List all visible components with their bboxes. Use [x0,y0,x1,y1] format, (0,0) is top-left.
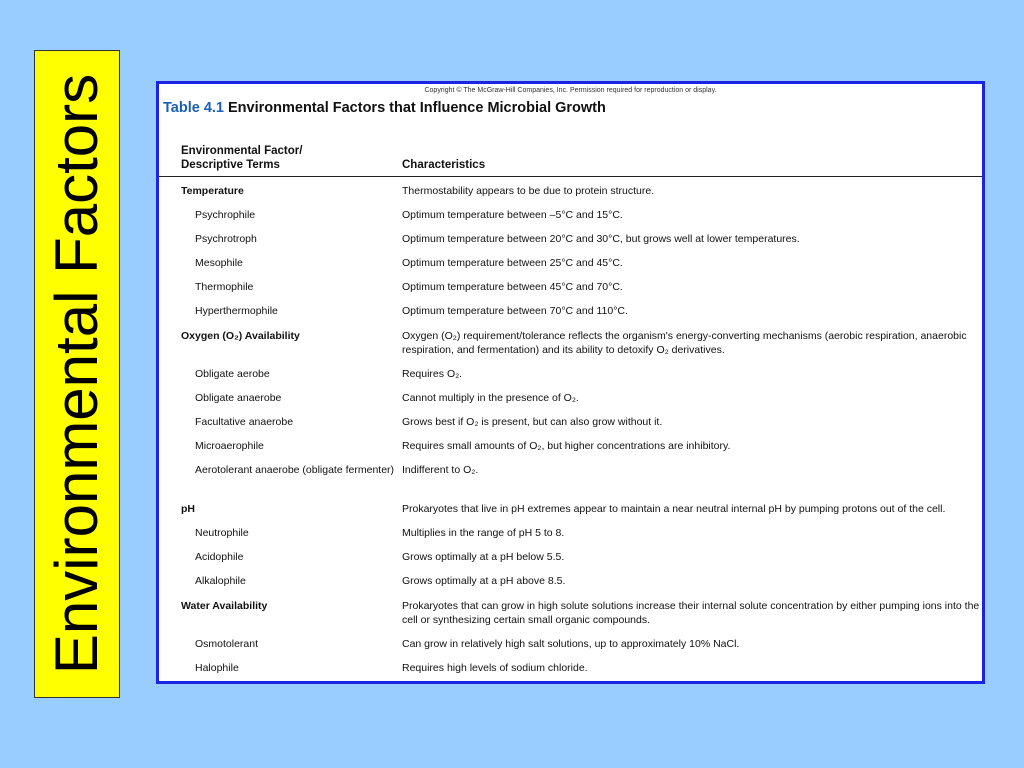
characteristics-cell: Cannot multiply in the presence of O₂. [402,392,579,404]
table-caption: Environmental Factors that Influence Microbial Growth [228,100,606,116]
characteristics-cell: Requires small amounts of O₂, but higher concentrations are inhibitory. [402,440,731,452]
term-cell: Oxygen (O₂) Availability [181,330,300,342]
term-cell: Obligate aerobe [195,368,270,380]
term-cell: Hyperthermophile [195,305,278,317]
column-header-factor-line1: Environmental Factor/ [181,145,303,157]
characteristics-cell: Grows optimally at a pH below 5.5. [402,551,565,563]
characteristics-cell: Multiplies in the range of pH 5 to 8. [402,527,565,539]
term-cell: Acidophile [195,551,244,563]
characteristics-cell: Prokaryotes that live in pH extremes appear to maintain a near neutral internal pH by pumping protons out of the cell. [402,503,946,515]
slide-title: Environmental Factors [43,73,110,675]
term-cell: Osmotolerant [195,638,259,650]
term-cell: Psychrophile [195,209,256,221]
characteristics-cell: Optimum temperature between 20°C and 30°C, but grows well at lower temperatures. [402,233,800,245]
characteristics-cell: Prokaryotes that can grow in high solute solutions increase their internal solute concentration by either pumping ions into the cell or synthesizing certain small organic compounds. [402,600,980,626]
term-cell: Aerotolerant anaerobe (obligate fermenter) [195,464,395,476]
term-cell: Neutrophile [195,527,249,539]
characteristics-cell: Requires O₂. [402,368,463,380]
term-cell: Psychrotroph [195,233,257,245]
characteristics-cell: Grows optimally at a pH above 8.5. [402,575,566,587]
term-cell: pH [181,503,195,515]
term-cell: Halophile [195,662,239,674]
characteristics-cell: Optimum temperature between 45°C and 70°C. [402,281,623,293]
characteristics-cell: Indifferent to O₂. [402,464,479,476]
side-title-box [34,50,120,698]
term-cell: Facultative anaerobe [195,416,294,428]
term-cell: Thermophile [195,281,254,293]
table-header-row [159,142,982,177]
characteristics-cell: Oxygen (O₂) requirement/tolerance reflects the organism's energy-converting mechanisms (aerobic respiration, anaerobic respiration, and fermentation) and its ability to detoxify O₂ derivatives. [402,330,967,356]
characteristics-cell: Optimum temperature between –5°C and 15°C. [402,209,623,221]
characteristics-cell: Optimum temperature between 70°C and 110°C. [402,305,628,317]
term-cell: Mesophile [195,257,243,269]
column-header-characteristics: Characteristics [402,159,486,171]
characteristics-cell: Can grow in relatively high salt solutions, up to approximately 10% NaCl. [402,638,740,650]
characteristics-cell: Optimum temperature between 25°C and 45°C. [402,257,623,269]
term-cell: Alkalophile [195,575,246,587]
characteristics-cell: Thermostability appears to be due to protein structure. [402,185,655,197]
term-cell: Water Availability [181,600,268,612]
table-title [163,100,606,116]
column-header-factor [181,144,302,172]
characteristics-cell: Grows best if O₂ is present, but can also grow without it. [402,416,663,428]
table-image-panel [156,81,985,684]
term-cell: Microaerophile [195,440,264,452]
term-cell: Obligate anaerobe [195,392,282,404]
table-number: Table 4.1 [163,100,224,116]
copyright-notice: Copyright © The McGraw-Hill Companies, Inc. Permission required for reproduction or display. [424,87,717,94]
column-header-factor-line2: Descriptive Terms [181,159,280,171]
characteristics-cell: Requires high levels of sodium chloride. [402,662,588,674]
term-cell: Temperature [181,185,244,197]
